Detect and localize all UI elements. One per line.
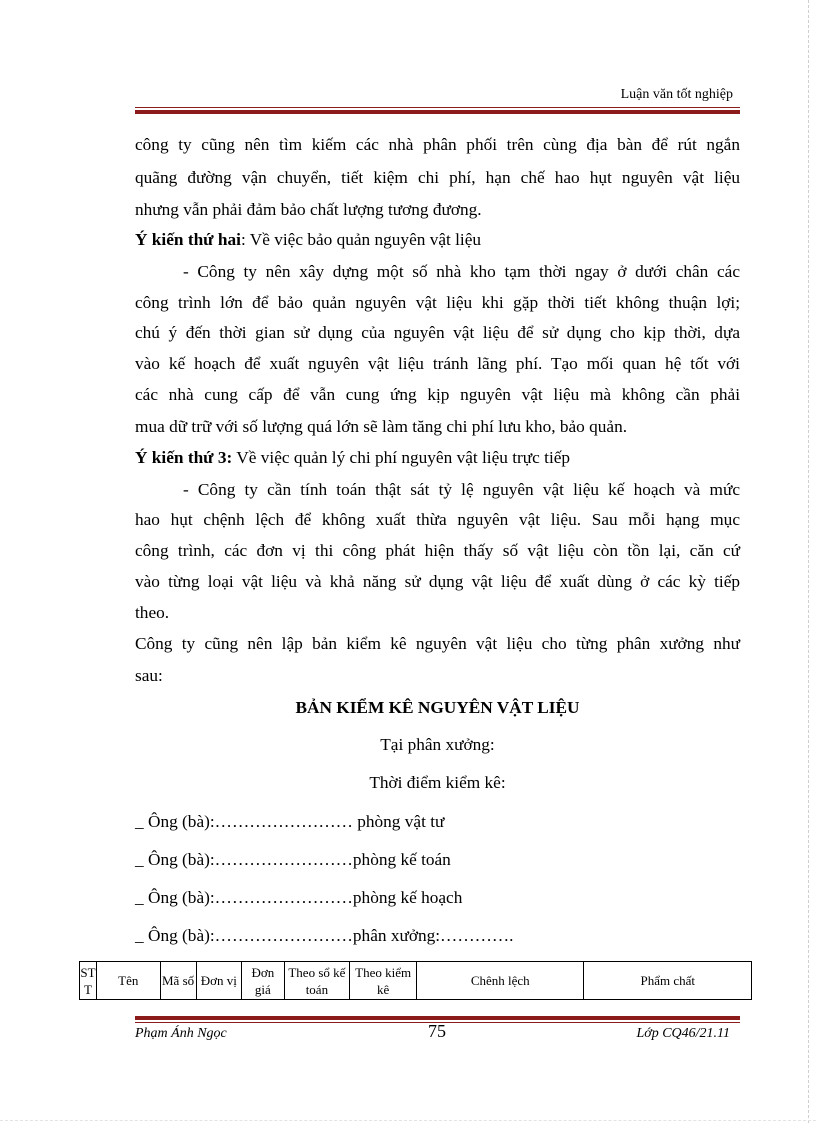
header-title: Luận văn tốt nghiệp xyxy=(620,87,733,102)
opinion-label: Ý kiến thứ 3: xyxy=(135,448,233,467)
inventory-table xyxy=(79,961,752,1000)
paragraph-line: các nhà cung cấp để vẫn cung ứng kịp nguyên vật liệu mà không cần phải xyxy=(135,385,740,404)
col-header-name: Tên xyxy=(96,962,160,1000)
opinion-text: Về việc quản lý chi phí nguyên vật liệu trực tiếp xyxy=(232,448,571,467)
member-line: _ Ông (bà):……………………phòng kế toán xyxy=(135,850,451,869)
inventory-title: BẢN KIỂM KÊ NGUYÊN VẬT LIỆU xyxy=(295,698,580,717)
paragraph-line: công trình, các đơn vị thi công phát hiện thấy số vật liệu còn tồn lại, căn cứ xyxy=(135,541,740,560)
paragraph-line: hao hụt chệnh lệch để không xuất thừa nguyên vật liệu. Sau mỗi hạng mục xyxy=(135,510,740,529)
col-header-unit: Đơn vị xyxy=(196,962,242,1000)
paragraph-line: chú ý đến thời gian sử dụng của nguyên vật liệu để sử dụng cho kịp thời, dựa xyxy=(135,323,740,342)
paragraph-line: sau: xyxy=(135,666,163,685)
col-header-stt: ST T xyxy=(80,962,97,1000)
paragraph-line: công trình lớn để bảo quản nguyên vật liệu khi gặp thời tiết không thuận lợi; xyxy=(135,293,740,312)
opinion-heading xyxy=(135,230,740,250)
member-line: _ Ông (bà):……………………phòng kế hoạch xyxy=(135,888,463,907)
col-header-count: Theo kiểm kê xyxy=(350,962,417,1000)
col-header-price: Đơn giá xyxy=(242,962,284,1000)
paragraph-line: công ty cũng nên tìm kiếm các nhà phân phối trên cùng địa bàn để rút ngắn xyxy=(135,135,740,154)
footer-rule xyxy=(135,1016,740,1020)
header-rule xyxy=(135,110,740,114)
page-number: 75 xyxy=(428,1021,446,1041)
paragraph-line: - Công ty nên xây dựng một số nhà kho tạm thời ngay ở dưới chân các xyxy=(183,262,740,281)
paragraph-line: quãng đường vận chuyển, tiết kiệm chi phí, hạn chế hao hụt nguyên vật liệu xyxy=(135,168,740,187)
paragraph-line: - Công ty cần tính toán thật sát tỷ lệ nguyên vật liệu kế hoạch và mức xyxy=(183,480,740,499)
footer-author: Phạm Ánh Ngọc xyxy=(135,1026,227,1041)
col-header-quality: Phẩm chất xyxy=(584,962,752,1000)
col-header-code: Mã số xyxy=(160,962,196,1000)
col-header-diff: Chênh lệch xyxy=(417,962,584,1000)
paragraph-line: Công ty cũng nên lập bản kiểm kê nguyên vật liệu cho từng phân xưởng như xyxy=(135,634,740,653)
paragraph-line: vào kế hoạch để xuất nguyên vật liệu tránh lãng phí. Tạo mối quan hệ tốt với xyxy=(135,354,740,373)
header-rule-thin xyxy=(135,107,740,108)
paragraph-line: nhưng vẫn phải đảm bảo chất lượng tương đương. xyxy=(135,200,482,219)
col-header-book: Theo sổ kế toán xyxy=(284,962,350,1000)
page-bottom-edge xyxy=(0,1120,816,1121)
paragraph-line: theo. xyxy=(135,603,170,622)
opinion-label: Ý kiến thứ hai xyxy=(135,230,241,249)
paragraph-line: vào từng loại vật liệu và khả năng sử dụng vật liệu để xuất dùng ở các kỳ tiếp xyxy=(135,572,740,591)
footer-class: Lớp CQ46/21.11 xyxy=(636,1026,730,1041)
paragraph-line: mua dữ trữ với số lượng quá lớn sẽ làm tăng chi phí lưu kho, bảo quản. xyxy=(135,417,628,436)
inventory-time: Thời điểm kiểm kê: xyxy=(369,773,506,792)
inventory-workshop: Tại phân xưởng: xyxy=(380,735,495,754)
opinion-heading xyxy=(135,448,740,468)
member-line: _ Ông (bà):……………………phân xưởng:…………. xyxy=(135,926,514,945)
page-edge xyxy=(808,0,809,1123)
opinion-text: : Về việc bảo quản nguyên vật liệu xyxy=(240,230,482,249)
member-line: _ Ông (bà):…………………… phòng vật tư xyxy=(135,812,445,831)
table-header-row xyxy=(80,962,752,1000)
